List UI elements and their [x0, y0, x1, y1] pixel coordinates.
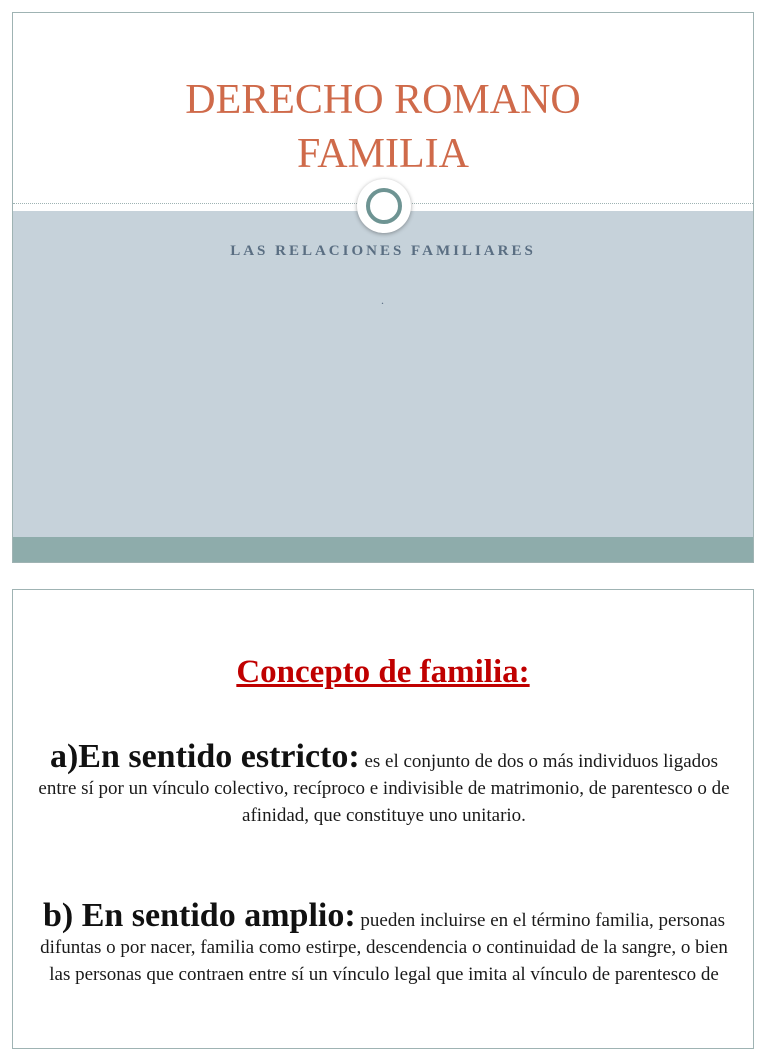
paragraph-text: es el conjunto de dos o más individuos ligados entre sí por un vínculo colectivo, recíproco e indivisible de matrimonio, de parentesco o de afinidad, que constituye uno unitario.: [38, 751, 730, 826]
title-line-2: FAMILIA: [297, 131, 469, 177]
slide-subtitle: LAS RELACIONES FAMILIARES: [230, 243, 536, 259]
title-line-1: DERECHO ROMANO: [185, 77, 581, 123]
ring-inner: [366, 188, 402, 224]
paragraph-lead: b) En sentido amplio:: [42, 897, 356, 934]
paragraph-sentido-estricto: [35, 740, 733, 829]
paragraph-lead: a)En sentido estricto:: [49, 738, 360, 775]
slide-heading: Concepto de familia:: [236, 654, 530, 690]
paragraph-text: pueden incluirse en el término familia, personas difuntas o por nacer, familia como estirpe, descendencia o continuidad de la sangre, o bien las personas que contraen entre sí un vínculo legal que imita al vínculo de parentesco de: [40, 910, 728, 985]
footer-band: [13, 537, 753, 563]
paragraph-sentido-amplio: [35, 899, 733, 988]
ring-ornament-icon: [357, 179, 411, 233]
slide-concepto: [12, 589, 754, 1049]
slide-title: [12, 12, 754, 563]
subtitle-dot: .: [381, 293, 384, 307]
slide-title-text: [13, 73, 753, 181]
